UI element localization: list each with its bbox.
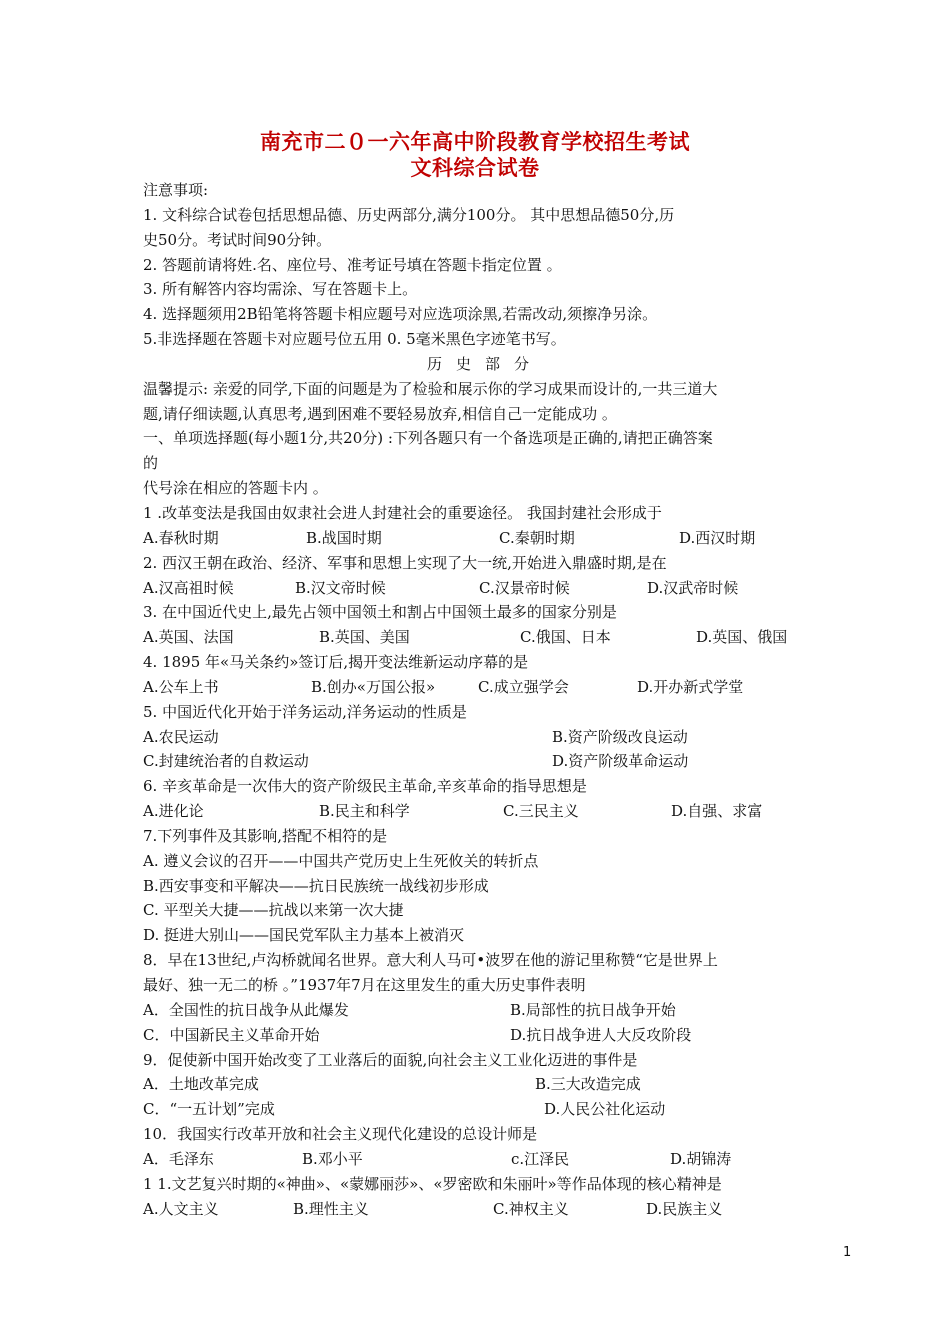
- option-b: B.战国时期: [306, 528, 382, 547]
- notice-item-1-cont: 史50分。考试时间90分钟。: [143, 230, 332, 249]
- question-4-options: [143, 675, 813, 700]
- notice-item-3: 3. 所有解答内容均需涂、写在答题卡上。: [143, 280, 418, 299]
- question-6-options: [143, 799, 813, 824]
- option-b: B.英国、美国: [319, 628, 410, 647]
- question-9-stem: 9．促使新中国开始改变了工业落后的面貌,向社会主义工业化迈进的事件是: [143, 1050, 638, 1069]
- question-7-stem: 7.下列事件及其影响,搭配不相符的是: [143, 826, 388, 845]
- question-1-options: [143, 526, 813, 551]
- part1-instruction-end: 代号涂在相应的答题卡内 。: [143, 479, 328, 498]
- question-2-options: [143, 576, 813, 601]
- option-d: D.胡锦涛: [670, 1149, 732, 1168]
- option-a: A. 遵义会议的召开——中国共产党历史上生死攸关的转折点: [143, 851, 539, 870]
- option-a: A.人文主义: [143, 1199, 219, 1218]
- exam-content: [143, 178, 813, 1221]
- question-8-options-row1: [143, 998, 813, 1023]
- question-11-stem: 1 1.文艺复兴时期的«神曲»、«蒙娜丽莎»、«罗密欧和朱丽叶»等作品体现的核心精神是: [143, 1174, 722, 1193]
- option-d: D.西汉时期: [679, 528, 756, 547]
- option-b: B.局部性的抗日战争开始: [510, 1000, 676, 1019]
- option-c: C．“一五计划”完成: [143, 1100, 275, 1119]
- page-number: 1: [843, 1245, 852, 1260]
- notice-item-5: 5.非选择题在答题卡对应题号位五用 0. 5毫米黑色字迹笔书写。: [143, 330, 566, 349]
- question-3-options: [143, 625, 813, 650]
- question-6-stem: 6. 辛亥革命是一次伟大的资产阶级民主革命,辛亥革命的指导思想是: [143, 777, 587, 796]
- part1-instruction-cont: 的: [143, 454, 159, 473]
- option-d: D.民族主义: [646, 1199, 723, 1218]
- option-d: D.人民公社化运动: [544, 1100, 666, 1119]
- part1-instruction: 一、单项选择题(每小题1分,共20分) :下列各题只有一个备选项是正确的,请把正确答案: [143, 429, 713, 448]
- option-b: B.三大改造完成: [535, 1075, 641, 1094]
- option-d: D.抗日战争进人大反攻阶段: [510, 1025, 692, 1044]
- tip-line-1: 温馨提示: 亲爱的同学,下面的问题是为了检验和展示你的学习成果而设计的,一共三道大: [143, 379, 718, 398]
- option-d: D. 挺进大别山——国民党军队主力基本上被消灭: [143, 926, 465, 945]
- question-2-stem: 2. 西汉王朝在政治、经济、军事和思想上实现了大一统,开始进入鼎盛时期,是在: [143, 553, 667, 572]
- option-b: B.汉文帝时候: [295, 578, 386, 597]
- option-a: A.英国、法国: [143, 628, 234, 647]
- section-heading: 历史部分: [426, 354, 543, 373]
- question-8-stem: 8．早在13世纪,卢沟桥就闻名世界。意大利人马可•波罗在他的游记里称赞“它是世界上: [143, 951, 718, 970]
- question-8-options-row2: [143, 1023, 813, 1048]
- question-4-stem: 4. 1895 年«马关条约»签订后,揭开变法维新运动序幕的是: [143, 653, 529, 672]
- option-b: B.邓小平: [302, 1149, 363, 1168]
- option-a: A．土地改革完成: [143, 1075, 259, 1094]
- question-8-stem-cont: 最好、独一无二的桥 。”1937年7月在这里发生的重大历史事件表明: [143, 976, 586, 994]
- tip-line-2: 题,请仔细读题,认真思考,遇到困难不要轻易放弃,相信自己一定能成功 。: [143, 404, 617, 423]
- option-b: B.西安事变和平解决——抗日民族统一战线初步形成: [143, 876, 489, 895]
- option-c: C.俄国、日本: [520, 628, 611, 647]
- option-a: A.春秋时期: [143, 528, 219, 547]
- question-1-stem: 1 .改革变法是我国由奴隶社会进人封建社会的重要途径。 我国封建社会形成于: [143, 503, 662, 522]
- option-a: A.农民运动: [143, 727, 219, 746]
- exam-title: 南充市二０一六年高中阶段教育学校招生考试: [260, 130, 690, 154]
- option-d: D.开办新式学堂: [637, 677, 744, 696]
- option-a: A．毛泽东: [143, 1149, 214, 1168]
- option-c: C.三民主义: [503, 802, 579, 821]
- notice-item-1: 1. 文科综合试卷包括思想品德、历史两部分,满分100分。 其中思想品德50分,历: [143, 205, 675, 224]
- option-b: B.理性主义: [293, 1199, 369, 1218]
- option-c: C.封建统治者的自救运动: [143, 752, 309, 771]
- notice-item-4: 4. 选择题须用2B铅笔将答题卡相应题号对应选项涂黑,若需改动,须擦净另涂。: [143, 305, 658, 324]
- question-5-options-row2: [143, 749, 813, 774]
- option-c: C.神权主义: [493, 1199, 569, 1218]
- option-a: A．全国性的抗日战争从此爆发: [143, 1000, 349, 1019]
- option-b: B.资产阶级改良运动: [552, 727, 688, 746]
- question-5-stem: 5. 中国近代化开始于洋务运动,洋务运动的性质是: [143, 702, 467, 721]
- option-c: C. 平型关大捷——抗战以来第一次大捷: [143, 901, 404, 920]
- option-c: C．中国新民主义革命开始: [143, 1025, 320, 1044]
- notice-heading: 注意事项:: [143, 181, 209, 199]
- option-c: C.汉景帝时候: [479, 578, 570, 597]
- question-11-options: [143, 1197, 813, 1222]
- notice-item-2: 2. 答题前请将姓.名、座位号、准考证号填在答题卡指定位置 。: [143, 255, 562, 274]
- option-c: C.成立强学会: [478, 677, 569, 696]
- option-a: A.汉高祖时候: [143, 578, 234, 597]
- option-d: D.资产阶级革命运动: [552, 752, 689, 771]
- option-b: B.民主和科学: [319, 802, 410, 821]
- option-c: c.江泽民: [511, 1149, 570, 1168]
- option-d: D.英国、俄国: [696, 628, 788, 647]
- question-9-options-row2: [143, 1097, 813, 1122]
- option-a: A.进化论: [143, 802, 204, 821]
- option-a: A.公车上书: [143, 677, 219, 696]
- option-d: D.汉武帝时候: [647, 578, 739, 597]
- question-9-options-row1: [143, 1072, 813, 1097]
- question-3-stem: 3. 在中国近代史上,最先占领中国领土和割占中国领土最多的国家分别是: [143, 603, 617, 622]
- option-d: D.自强、求富: [671, 802, 763, 821]
- option-c: C.秦朝时期: [499, 528, 575, 547]
- question-5-options-row1: [143, 725, 813, 750]
- exam-subtitle: 文科综合试卷: [410, 156, 540, 180]
- question-10-stem: 10．我国实行改革开放和社会主义现代化建设的总设计师是: [143, 1125, 538, 1144]
- option-b: B.创办«万国公报»: [311, 677, 436, 696]
- question-10-options: [143, 1147, 813, 1172]
